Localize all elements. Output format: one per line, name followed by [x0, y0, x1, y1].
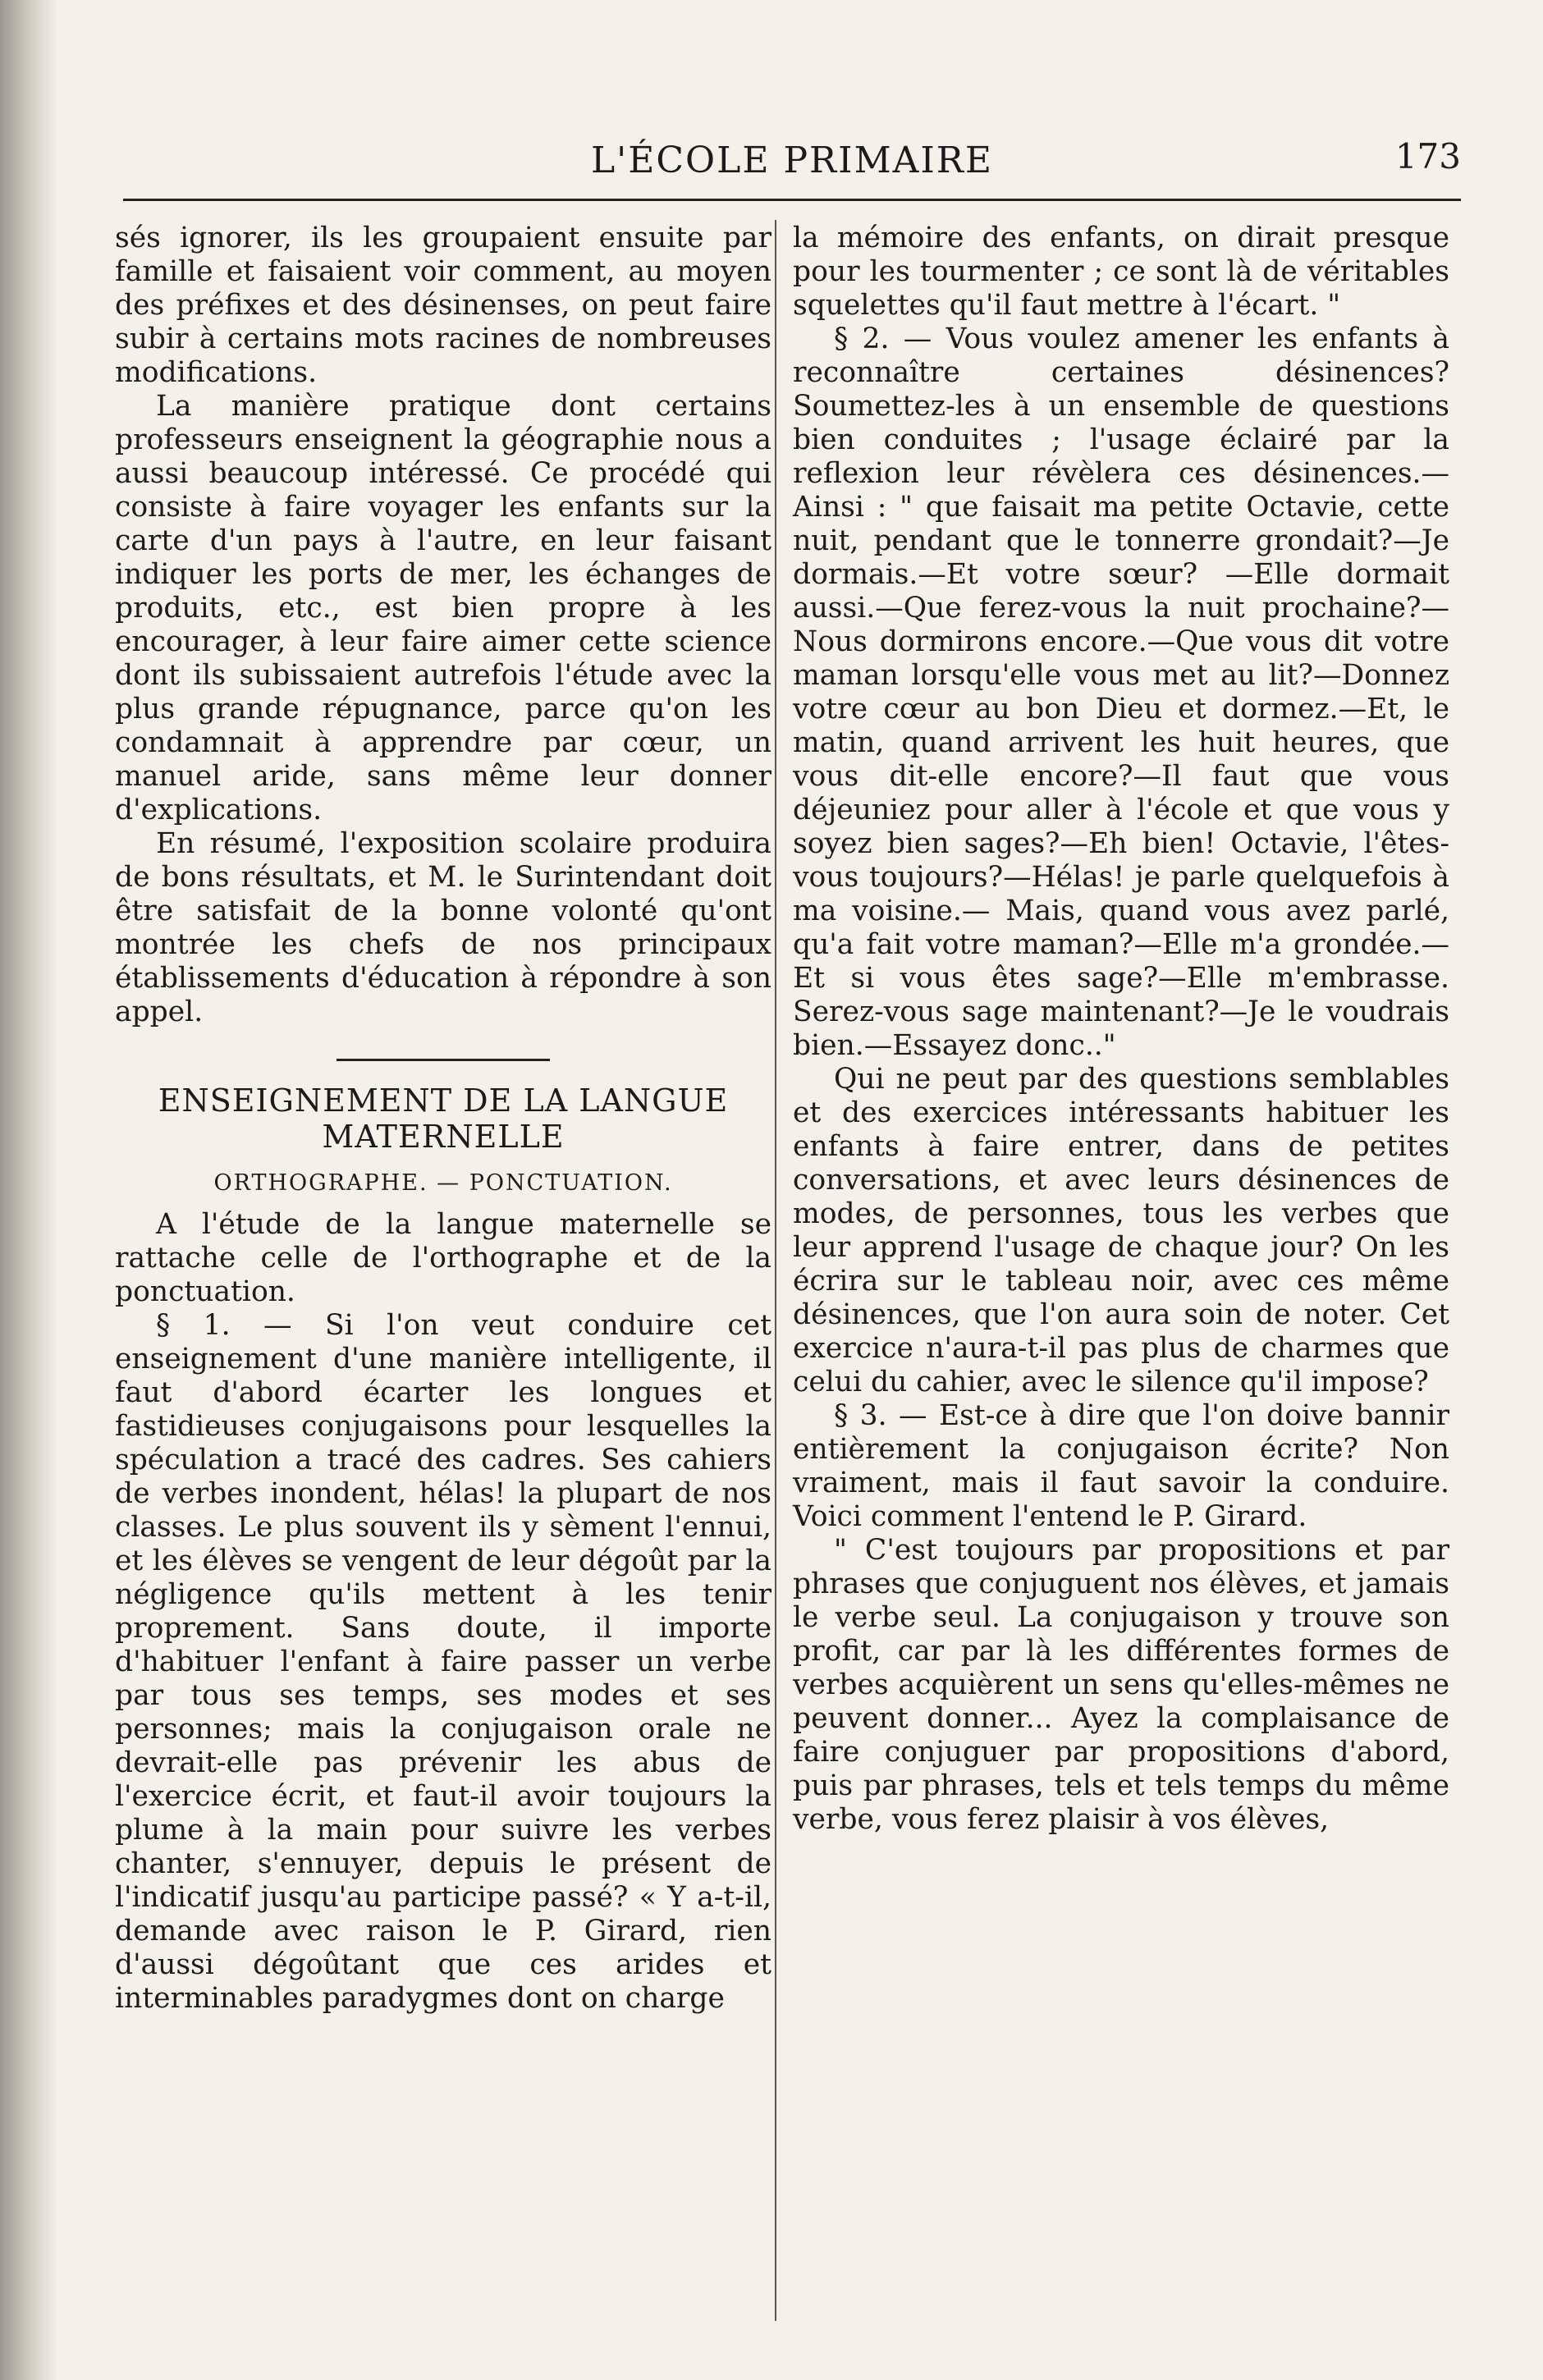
header-rule	[123, 199, 1461, 201]
left-paragraph-1: sés ignorer, ils les groupaient ensuite par famille et faisaient voir comment, au moyen des préfixes et des désinenses, on peut faire subir à certains mots racines de nombreuses modifications.	[115, 222, 772, 389]
page-header	[123, 136, 1461, 197]
sub-heading: ORTHOGRAPHE. — PONCTUATION.	[213, 1170, 673, 1196]
left-paragraph-4: A l'étude de la langue maternelle se rattache celle de l'orthographe et de la ponctuation.	[115, 1208, 772, 1308]
scan-binding-shadow	[0, 0, 57, 2380]
left-paragraph-3: En résumé, l'exposition scolaire produira de bons résultats, et M. le Surintendant doit être satisfait de la bonne volonté qu'ont montrée les chefs de nos principaux établissements d'éducation à répondre à son appel.	[115, 827, 772, 1028]
left-paragraph-2: La manière pratique dont certains professeurs enseignent la géographie nous a aussi beaucoup intéressé. Ce procédé qui consiste à faire voyager les enfants sur la carte d'un pays à l'autre, en leur faisant indiquer les ports de mer, les échanges de produits, etc., est bien propre à les encourager, à leur faire aimer cette science dont ils subissaient autrefois l'étude avec la plus grande répugnance, parce qu'on les condamnait à apprendre par cœur, un manuel aride, sans même leur donner d'explications.	[115, 390, 772, 826]
left-paragraph-5: § 1. — Si l'on veut conduire cet enseignement d'une manière intelligente, il faut d'abord écarter les longues et fastidieuses conjugaisons pour lesquelles la spéculation a tracé des cadres. Ses cahiers de verbes inondent, hélas! la plupart de nos classes. Le plus souvent ils y sèment l'ennui, et les élèves se vengent de leur dégoût par la négligence qu'ils mettent à les tenir proprement. Sans doute, il importe d'habituer l'enfant à faire passer un verbe par tous ses temps, ses modes et ses personnes; mais la conjugaison orale ne devrait-elle pas prévenir les abus de l'exercice écrit, et faut-il avoir toujours la plume à la main pour suivre les verbes chanter, s'ennuyer, depuis le présent de l'indicatif jusqu'au participe passé? « Y a-t-il, demande avec raison le P. Girard, rien d'aussi dégoûtant que ces arides et interminables paradygmes dont on charge	[115, 1309, 772, 2015]
page-number: 173	[1394, 136, 1461, 176]
right-paragraph-5: " C'est toujours par propositions et par phrases que conjuguent nos élèves, et jamais le verbe seul. La conjugaison y trouve son profit, car par là les différentes formes de verbes acquièrent un sens qu'elles-mêmes ne peuvent donner... Ayez la complaisance de faire conjuguer par propositions d'abord, puis par phrases, tels et tels temps du même verbe, vous ferez plaisir à vos élèves,	[793, 1534, 1449, 1836]
column-divider	[775, 220, 776, 2321]
right-paragraph-1: la mémoire des enfants, on dirait presque pour les tourmenter ; ce sont là de véritables squelettes qu'il faut mettre à l'écart. "	[793, 222, 1449, 322]
section-heading: ENSEIGNEMENT DE LA LANGUE MATERNELLE	[158, 1082, 729, 1155]
right-paragraph-3: Qui ne peut par des questions semblables et des exercices intéressants habituer les enfants à faire entrer, dans de petites conversations, et avec leurs désinences de modes, de personnes, tous les verbes que leur apprend l'usage de chaque jour? On les écrira sur le tableau noir, avec ces même désinences, que l'on aura soin de noter. Cet exercice n'aura-t-il pas plus de charmes que celui du cahier, avec le silence qu'il impose?	[793, 1063, 1449, 1398]
right-paragraph-2: § 2. — Vous voulez amener les enfants à reconnaître certaines désinences? Soumettez-les à un ensemble de questions bien conduites ; l'usage éclairé par la reflexion leur révèlera ces désinences.— Ainsi : " que faisait ma petite Octavie, cette nuit, pendant que le tonnerre grondait?—Je dormais.—Et votre sœur? —Elle dormait aussi.—Que ferez-vous la nuit prochaine?—Nous dormirons encore.—Que vous dit votre maman lorsqu'elle vous met au lit?—Donnez votre cœur au bon Dieu et dormez.—Et, le matin, quand arrivent les huit heures, que vous dit-elle encore?—Il faut que vous déjeuniez pour aller à l'école et que vous y soyez bien sages?—Eh bien! Octavie, l'êtes-vous toujours?—Hélas! je parle quelquefois à ma voisine.— Mais, quand vous avez parlé, qu'a fait votre maman?—Elle m'a grondée.—Et si vous êtes sage?—Elle m'embrasse. Serez-vous sage maintenant?—Je le voudrais bien.—Essayez donc.."	[793, 323, 1449, 1062]
section-separator	[337, 1059, 550, 1061]
right-paragraph-4: § 3. — Est-ce à dire que l'on doive bannir entièrement la conjugaison écrite? Non vraiment, mais il faut savoir la conduire. Voici comment l'entend le P. Girard.	[793, 1399, 1449, 1533]
right-column	[793, 222, 1449, 1837]
left-column	[115, 222, 772, 2016]
running-title: L'ÉCOLE PRIMAIRE	[590, 140, 994, 181]
